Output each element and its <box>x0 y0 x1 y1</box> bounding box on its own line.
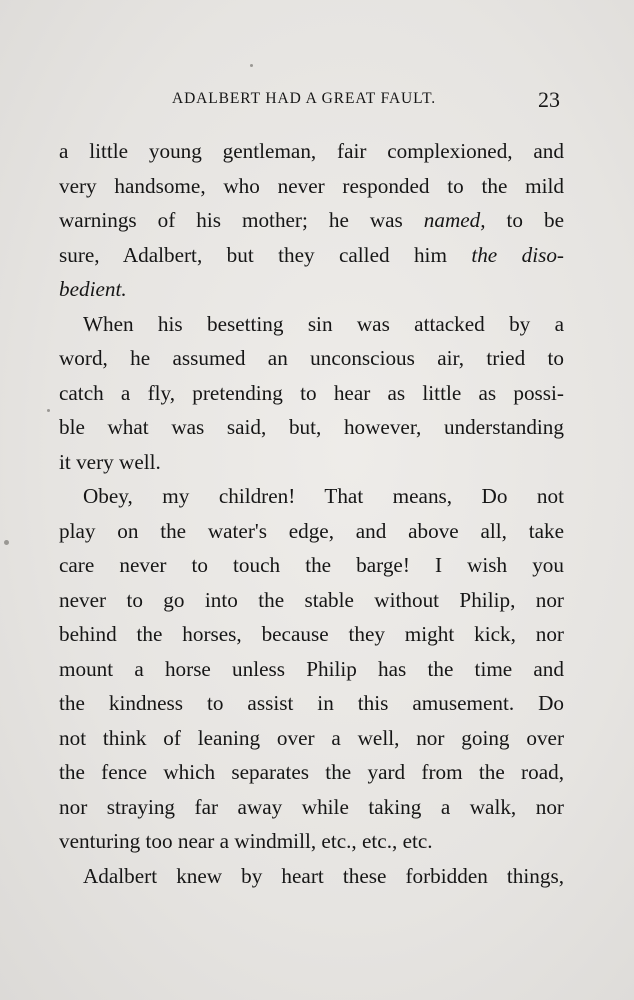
text-line <box>59 686 564 721</box>
text-line <box>59 617 564 652</box>
text-run: care never to touch the barge! I wish you <box>59 553 564 577</box>
paper-speck <box>4 540 9 545</box>
italic-text: named, <box>423 208 486 232</box>
text-run: a little young gentleman, fair complexioned, and <box>59 139 564 163</box>
text-line <box>59 514 564 549</box>
text-line <box>59 721 564 756</box>
text-line <box>59 341 564 376</box>
italic-text: bedient. <box>59 277 127 301</box>
text-run: catch a fly, pretending to hear as little as possi- <box>59 380 564 405</box>
text-run: it very well. <box>59 449 161 474</box>
body-text <box>59 134 564 893</box>
text-run: behind the horses, because they might kick, nor <box>59 622 564 646</box>
italic-text: the diso- <box>471 242 564 267</box>
text-run: very handsome, who never responded to the mild <box>59 173 564 198</box>
text-line <box>59 203 564 238</box>
text-run: word, he assumed an unconscious air, tried to <box>59 346 564 370</box>
text-line <box>59 134 564 169</box>
text-run: warnings of his mother; he was <box>59 208 424 232</box>
text-line <box>59 479 564 514</box>
text-run: the fence which separates the yard from the road, <box>59 760 564 784</box>
text-line <box>59 583 564 618</box>
paper-speck <box>47 409 50 412</box>
text-line <box>59 238 564 273</box>
text-run: mount a horse unless Philip has the time and <box>59 656 564 681</box>
text-run: never to go into the stable without Philip, nor <box>59 587 564 612</box>
running-head <box>0 86 634 116</box>
paper-speck <box>250 64 253 67</box>
text-run: Obey, my children! That means, Do not <box>83 484 564 508</box>
text-run: to be <box>485 208 564 232</box>
text-run: nor straying far away while taking a walk, nor <box>59 794 564 819</box>
text-line <box>59 445 564 480</box>
text-line <box>59 410 564 445</box>
text-run: not think of leaning over a well, nor going over <box>59 725 564 750</box>
text-run: play on the water's edge, and above all, take <box>59 518 564 543</box>
text-line <box>59 376 564 411</box>
text-line <box>59 307 564 342</box>
text-line <box>59 755 564 790</box>
text-run: venturing too near a windmill, etc., etc., etc. <box>59 829 433 853</box>
text-line <box>59 790 564 825</box>
text-run: sure, Adalbert, but they called him <box>59 242 472 267</box>
text-line <box>59 272 564 307</box>
text-line <box>59 169 564 204</box>
text-line <box>59 824 564 859</box>
text-run: ble what was said, but, however, understanding <box>59 415 564 439</box>
text-line <box>59 859 564 894</box>
text-run: When his besetting sin was attacked by a <box>83 311 564 336</box>
running-title: ADALBERT HAD A GREAT FAULT. <box>172 90 437 107</box>
page-number: 23 <box>538 87 560 112</box>
text-line <box>59 548 564 583</box>
text-run: Adalbert knew by heart these forbidden things, <box>83 863 564 888</box>
text-run: the kindness to assist in this amusement. Do <box>59 691 564 715</box>
text-line <box>59 652 564 687</box>
